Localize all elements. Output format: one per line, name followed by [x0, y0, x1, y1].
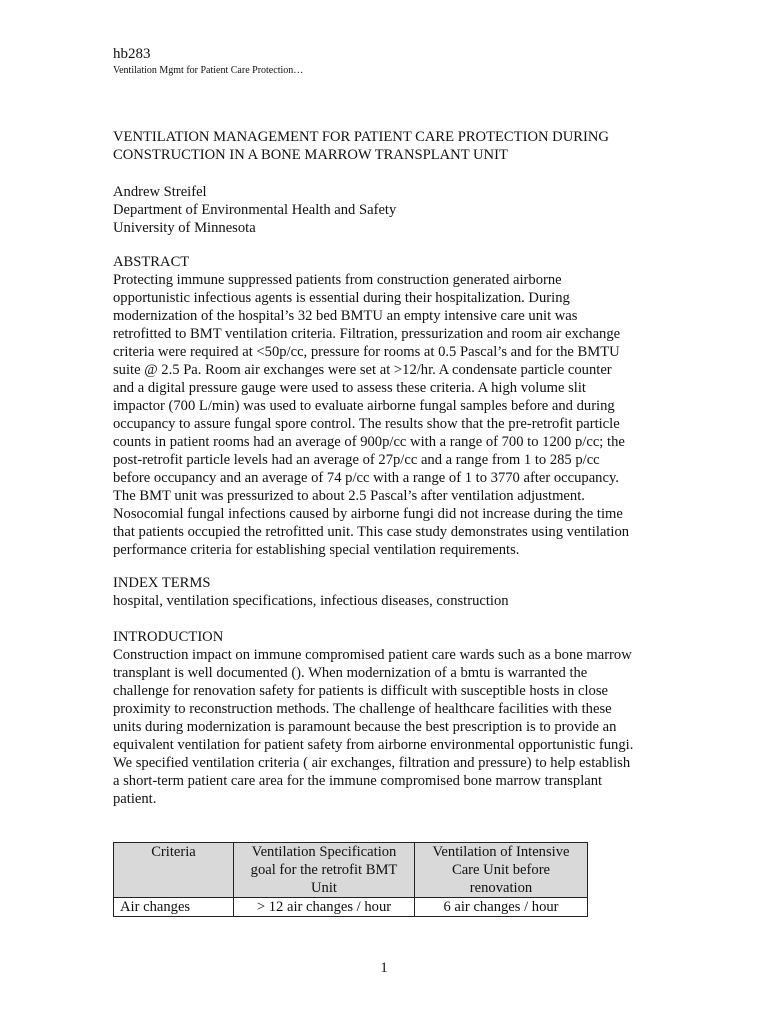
table-header-cell: Ventilation of Intensive Care Unit before renovation — [415, 843, 588, 898]
introduction-line: patient. — [113, 791, 157, 807]
introduction-line: transplant is well documented (). When modernization of a bmtu is warranted the — [113, 665, 588, 681]
introduction-line: a short-term patient care area for the immune compromised bone marrow transplant — [113, 773, 603, 789]
abstract-line: performance criteria for establishing special ventilation requirements. — [113, 542, 520, 558]
table-header-row — [114, 843, 588, 898]
page-number: 1 — [380, 960, 388, 976]
introduction-line: equivalent ventilation for patient safety from airborne environmental opportunistic fungi. — [113, 737, 634, 753]
introduction-line: Construction impact on immune compromised patient care wards such as a bone marrow — [113, 647, 632, 663]
abstract-line: occupancy to assure fungal spore control. The results show that the pre-retrofit particle — [113, 416, 620, 432]
introduction-heading: INTRODUCTION — [113, 629, 224, 645]
table-cell: > 12 air changes / hour — [234, 898, 415, 917]
ventilation-criteria-table — [113, 842, 588, 917]
abstract-line: suite @ 2.5 Pa. Room air exchanges were set at >12/hr. A condensate particle counter — [113, 362, 612, 378]
introduction-line: units during modernization is paramount because the best prescription is to provide an — [113, 719, 617, 735]
abstract-line: The BMT unit was pressurized to about 2.5 Pascal’s after ventilation adjustment. — [113, 488, 585, 504]
abstract-line: Nosocomial fungal infections caused by airborne fungi did not increase during the time — [113, 506, 623, 522]
introduction-line: challenge for renovation safety for patients is difficult with susceptible hosts in close — [113, 683, 608, 699]
abstract-line: retrofitted to BMT ventilation criteria. Filtration, pressurization and room air exchange — [113, 326, 621, 342]
introduction-line: We specified ventilation criteria ( air exchanges, filtration and pressure) to help establish — [113, 755, 631, 771]
author-institution: University of Minnesota — [113, 220, 256, 236]
running-title: Ventilation Mgmt for Patient Care Protection… — [113, 65, 304, 76]
abstract-line: criteria were required at <50p/cc, pressure for rooms at 0.5 Pascal’s and for the BMTU — [113, 344, 620, 360]
table-row — [114, 898, 588, 917]
abstract-line: that patients occupied the retrofitted unit. This case study demonstrates using ventilation — [113, 524, 630, 540]
index-terms-heading: INDEX TERMS — [113, 575, 211, 591]
table-header-cell: Criteria — [114, 843, 234, 898]
abstract-line: counts in patient rooms had an average of 900p/cc with a range of 700 to 1200 p/cc; the — [113, 434, 625, 450]
abstract-line: and a digital pressure gauge were used to assess these criteria. A high volume slit — [113, 380, 586, 396]
document-id: hb283 — [113, 46, 151, 62]
abstract-heading: ABSTRACT — [113, 254, 190, 270]
abstract-line: Protecting immune suppressed patients from construction generated airborne — [113, 272, 562, 288]
index-terms-text: hospital, ventilation specifications, infectious diseases, construction — [113, 593, 509, 609]
author-department: Department of Environmental Health and Safety — [113, 202, 397, 218]
abstract-body — [113, 271, 658, 559]
abstract-line: impactor (700 L/min) was used to evaluate airborne fungal samples before and during — [113, 398, 615, 414]
abstract-line: opportunistic infectious agents is essential during their hospitalization. During — [113, 290, 570, 306]
table-cell: 6 air changes / hour — [415, 898, 588, 917]
introduction-line: proximity to reconstruction methods. The challenge of healthcare facilities with these — [113, 701, 612, 717]
abstract-line: modernization of the hospital’s 32 bed BMTU an empty intensive care unit was — [113, 308, 578, 324]
paper-title: VENTILATION MANAGEMENT FOR PATIENT CARE PROTECTION DURING CONSTRUCTION IN A BONE MARROW TRANSPLANT UNIT — [113, 129, 609, 163]
abstract-line: post-retrofit particle levels had an average of 27p/cc and a range from 1 to 285 p/cc — [113, 452, 600, 468]
abstract-line: before occupancy and an average of 74 p/cc with a range of 1 to 3770 after occupancy. — [113, 470, 619, 486]
author-block — [113, 183, 396, 237]
table-header-cell: Ventilation Specification goal for the retrofit BMT Unit — [234, 843, 415, 898]
introduction-body — [113, 646, 658, 808]
author-name: Andrew Streifel — [113, 184, 207, 200]
table-cell: Air changes — [114, 898, 234, 917]
